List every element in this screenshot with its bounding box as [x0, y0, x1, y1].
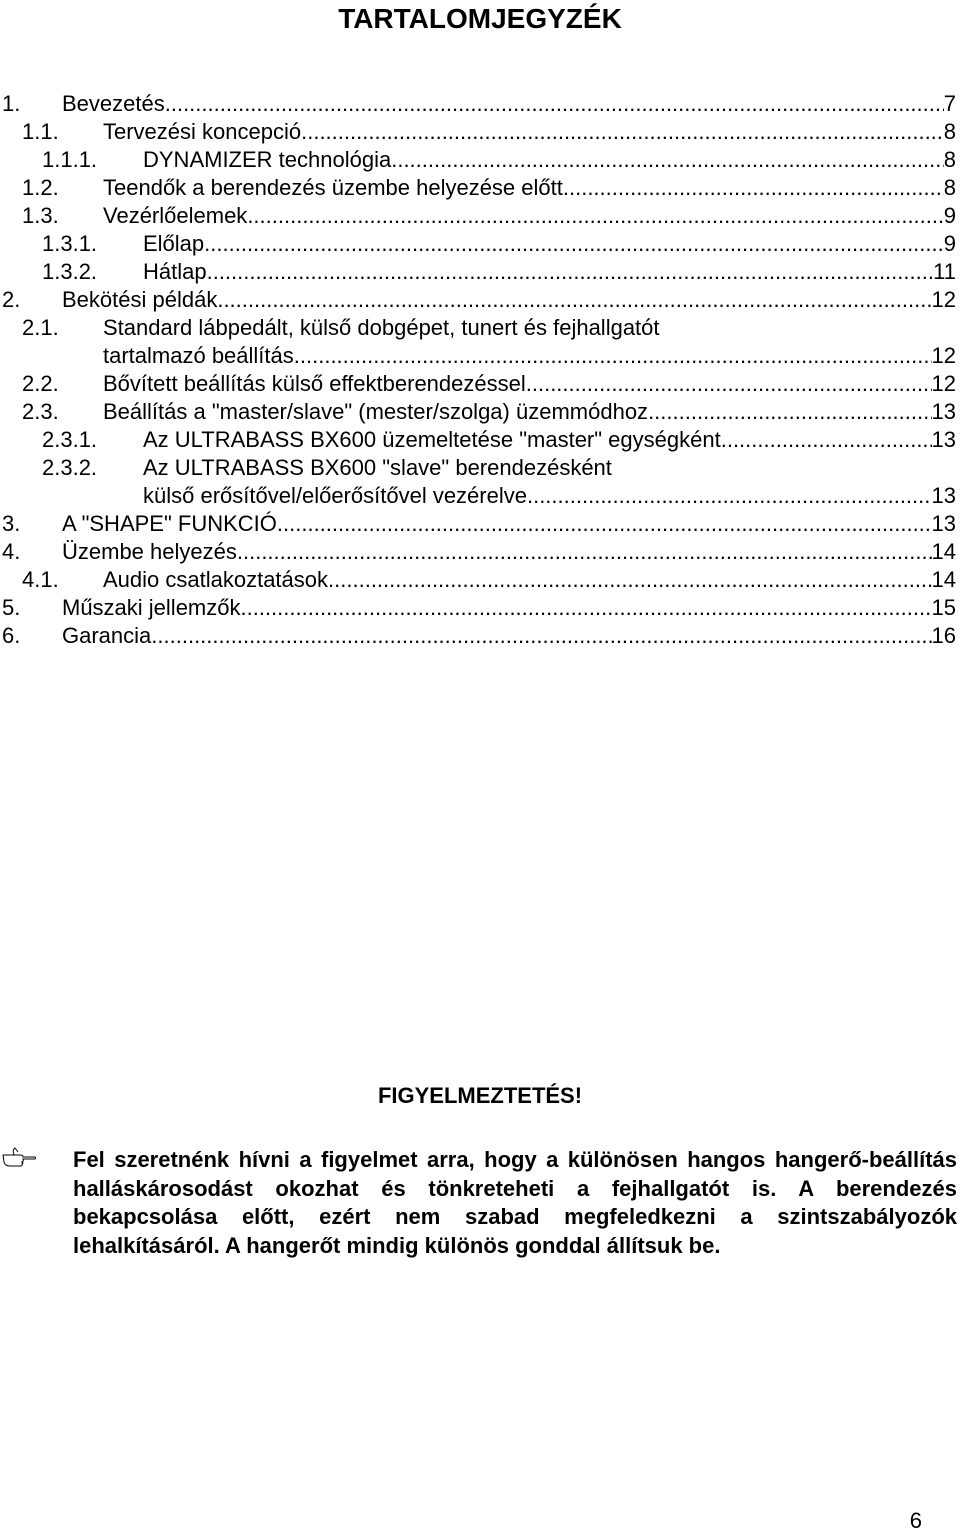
- toc-entry-number: 1.1.: [22, 119, 59, 144]
- toc-entry-page: 13: [931, 399, 956, 424]
- toc-entry-line: [103, 566, 956, 594]
- toc-entry-number: 4.: [2, 539, 21, 564]
- toc-entry-title: Tervezési koncepció: [103, 119, 302, 144]
- toc-entry[interactable]: [0, 622, 960, 650]
- toc-entry-line: [143, 426, 956, 454]
- toc-entry[interactable]: [0, 202, 960, 230]
- toc-entry-number: 1.3.: [22, 203, 59, 228]
- toc-entry-number: 2.1.: [22, 315, 59, 340]
- toc-dot-leader: [277, 510, 932, 538]
- toc-entry-page: 8: [943, 175, 956, 200]
- toc-entry[interactable]: [0, 258, 960, 286]
- toc-entry-title: A "SHAPE" FUNKCIÓ: [62, 511, 277, 536]
- toc-entry-page: 7: [943, 91, 956, 116]
- page-title: TARTALOMJEGYZÉK: [338, 3, 622, 34]
- toc-entry-line: [103, 398, 956, 426]
- toc-entry-page: 12: [931, 287, 956, 312]
- toc-entry-page: 14: [931, 567, 956, 592]
- toc-entry-page: 13: [931, 511, 956, 536]
- toc-entry-number: 2.3.: [22, 399, 59, 424]
- toc-entry-number: 5.: [2, 595, 21, 620]
- toc-dot-leader: [204, 230, 944, 258]
- toc-entry-title: Bekötési példák: [62, 287, 218, 312]
- toc-entry[interactable]: [0, 510, 960, 538]
- toc-entry-page: 13: [931, 483, 956, 508]
- toc-entry-page: 11: [933, 259, 956, 284]
- toc-entry[interactable]: [0, 118, 960, 146]
- toc-entry-number: 1.: [2, 91, 21, 116]
- toc-entry-continuation[interactable]: [0, 482, 960, 510]
- toc-dot-leader: [328, 566, 931, 594]
- toc-entry-line: [62, 90, 956, 118]
- toc-entry-title: Beállítás a "master/slave" (mester/szolga) üzemmódhoz: [103, 399, 649, 424]
- toc-entry-title: Teendők a berendezés üzembe helyezése előtt: [103, 175, 563, 200]
- toc-entry-title: Műszaki jellemzők: [62, 595, 241, 620]
- toc-entry-line: [103, 202, 956, 230]
- toc-entry-title: Hátlap: [143, 259, 207, 284]
- toc-entry-number: 2.2.: [22, 371, 59, 396]
- toc-entry-title: Az ULTRABASS BX600 üzemeltetése "master" egységként: [143, 427, 721, 452]
- toc-entry-title: Garancia: [62, 623, 152, 648]
- toc-entry-title: Audio csatlakoztatások: [103, 567, 329, 592]
- toc-entry-page: 14: [931, 539, 956, 564]
- toc-entry-number: 3.: [2, 511, 21, 536]
- toc-entry[interactable]: [0, 426, 960, 454]
- toc-entry[interactable]: [0, 314, 960, 342]
- toc-entry-number: 1.3.2.: [42, 259, 98, 284]
- toc-entry-title-continuation: külső erősítővel/előerősítővel vezérelve: [143, 483, 527, 508]
- toc-entry-title: Üzembe helyezés: [62, 539, 237, 564]
- toc-entry-line: [143, 482, 956, 510]
- toc-entry[interactable]: [0, 594, 960, 622]
- toc-dot-leader: [526, 370, 932, 398]
- toc-entry-number: 1.3.1.: [42, 231, 98, 256]
- toc-entry[interactable]: [0, 454, 960, 482]
- toc-entry-title-continuation: tartalmazó beállítás: [103, 343, 294, 368]
- toc-entry-line: [143, 146, 956, 174]
- toc-dot-leader: [237, 538, 932, 566]
- toc-entry-line: [103, 342, 956, 370]
- toc-dot-leader: [648, 398, 931, 426]
- toc-entry-title: Bevezetés: [62, 91, 165, 116]
- toc-entry-title: Vezérlőelemek: [103, 203, 248, 228]
- toc-entry-number: 2.3.1.: [42, 427, 98, 452]
- toc-entry-page: 8: [943, 147, 956, 172]
- toc-dot-leader: [721, 426, 932, 454]
- toc-entry[interactable]: [0, 146, 960, 174]
- toc-entry-page: 9: [943, 231, 956, 256]
- toc-entry[interactable]: [0, 566, 960, 594]
- toc-entry-title: Előlap: [143, 231, 205, 256]
- toc-entry-line: [143, 258, 956, 286]
- toc-dot-leader: [207, 258, 934, 286]
- page-number: 6: [909, 1508, 922, 1533]
- toc-entry-line: [143, 230, 956, 258]
- toc-dot-leader: [151, 622, 931, 650]
- toc-dot-leader: [563, 174, 944, 202]
- toc-entry-page: 8: [943, 119, 956, 144]
- warning-text: Fel szeretnénk hívni a figyelmet arra, hogy a különösen hangos hangerő-beállítás halláskárosodást okozhat és tönkreteheti a fejhallgatót is. A berendezés bekapcsolása előtt, ezért nem szabad megfeledkezni a szintszabályozók lehalkításáról. A hangerőt mindig különös gonddal állítsuk be.: [73, 1147, 957, 1258]
- toc-entry[interactable]: [0, 230, 960, 258]
- toc-entry-number: 2.: [2, 287, 21, 312]
- toc-entry[interactable]: [0, 538, 960, 566]
- toc-entry[interactable]: [0, 398, 960, 426]
- toc-entry-line: [62, 594, 956, 622]
- toc-entry-line: [103, 370, 956, 398]
- toc-entry-number: 2.3.2.: [42, 455, 98, 480]
- toc-entry-title: Bővített beállítás külső effektberendezéssel: [103, 371, 526, 396]
- toc-dot-leader: [241, 594, 932, 622]
- toc-entry-line: [62, 622, 956, 650]
- toc-entry[interactable]: [0, 174, 960, 202]
- toc-entry-line: [62, 510, 956, 538]
- toc-entry-page: 12: [931, 371, 956, 396]
- toc-entry-title: Standard lábpedált, külső dobgépet, tunert és fejhallgatót: [103, 315, 660, 340]
- toc-dot-leader: [527, 482, 932, 510]
- toc-entry-number: 6.: [2, 623, 21, 648]
- warning-heading: FIGYELMEZTETÉS!: [377, 1083, 583, 1108]
- toc-entry-page: 15: [931, 595, 956, 620]
- toc-entry-page: 13: [931, 427, 956, 452]
- toc-entry-line: [62, 538, 956, 566]
- toc-dot-leader: [217, 286, 931, 314]
- toc-entry-number: 1.1.1.: [42, 147, 98, 172]
- toc-entry[interactable]: [0, 370, 960, 398]
- toc-entry-page: 9: [943, 203, 956, 228]
- toc-entry[interactable]: [0, 286, 960, 314]
- toc-entry-page: 12: [931, 343, 956, 368]
- toc-dot-leader: [301, 118, 944, 146]
- toc-entry-number: 4.1.: [22, 567, 59, 592]
- toc-entry-title: Az ULTRABASS BX600 "slave" berendezésként: [143, 455, 612, 480]
- toc-entry-title: DYNAMIZER technológia: [143, 147, 392, 172]
- toc-entry-line: [103, 174, 956, 202]
- toc-dot-leader: [391, 146, 944, 174]
- pointing-hand-icon: [2, 1146, 36, 1168]
- toc-dot-leader: [247, 202, 943, 230]
- toc-dot-leader: [165, 90, 944, 118]
- toc-dot-leader: [294, 342, 932, 370]
- toc-entry-page: 16: [931, 623, 956, 648]
- toc-entry[interactable]: [0, 90, 960, 118]
- toc-entry-line: [103, 118, 956, 146]
- toc-entry-number: 1.2.: [22, 175, 59, 200]
- toc-entry-line: [62, 286, 956, 314]
- toc-entry-continuation[interactable]: [0, 342, 960, 370]
